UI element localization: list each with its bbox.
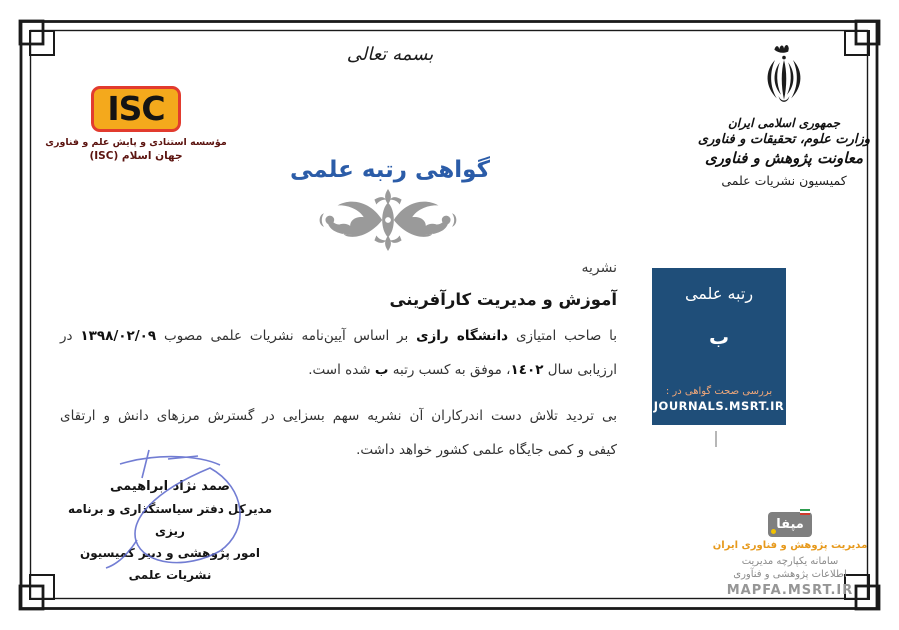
isc-logo-block — [38, 86, 234, 164]
signatory-role-1: مدیرکل دفتر سیاستگذاری و برنامه ریزی — [67, 502, 273, 538]
body-line-3: بی تردید تلاش دست اندرکاران آن نشریه سهم بسزایی در گسترش مرزهای دانش و ارتقای — [60, 408, 617, 424]
signature-block — [56, 476, 284, 586]
signatory-role-2: امور پژوهشی و دبیر کمیسیون — [79, 546, 261, 560]
verify-url: JOURNALS.MSRT.IR — [653, 399, 785, 413]
ministry-line-ministry: وزارت علوم، تحقیقات و فناوری — [697, 132, 871, 147]
ministry-line-commission: کمیسیون نشریات علمی — [721, 173, 847, 188]
iran-flag-icon — [800, 509, 810, 515]
body-line-1: با صاحب امتیازی دانشگاه رازی بر اساس آیین‌نامه نشریات علمی مصوب ۱۳۹۸/۰۲/۰۹ در — [60, 328, 617, 344]
fold-mark — [715, 431, 717, 447]
arabesque-ornament-icon — [310, 188, 466, 252]
rank-letter: ب — [708, 325, 730, 349]
journal-title: آموزش و مدیریت کارآفرینی — [389, 290, 617, 309]
mapfa-logo-text: مپفا — [776, 517, 804, 532]
mapfa-url: MAPFA.MSRT.IR — [726, 583, 854, 598]
rank-box-label: رتبه علمی — [684, 284, 754, 303]
journal-label: نشریه — [581, 260, 617, 276]
body-line-4: کیفی و کمی جایگاه علمی کشور خواهد داشت. — [356, 442, 617, 458]
mapfa-subtitle-1: سامانه یکپارچه مدیریت — [741, 556, 839, 567]
body-paragraph-2 — [60, 399, 617, 467]
mapfa-logo-block — [701, 512, 879, 598]
mapfa-dot-icon — [771, 529, 776, 534]
mapfa-subtitle-2: اطلاعات پژوهشی و فنآوری — [733, 569, 847, 580]
isc-logo-icon: ISC — [91, 86, 181, 132]
signatory-name: صمد نژاد ابراهیمی — [109, 479, 230, 494]
body-line-2: ارزیابی سال ۱٤۰۲، موفق به کسب رتبه ب شده است. — [308, 362, 617, 378]
iran-emblem-icon — [693, 38, 875, 114]
certificate-title: گواهی رتبه علمی — [290, 157, 490, 183]
bismillah-text: بسمه تعالی — [346, 44, 434, 65]
isc-org-name: مؤسسه استنادی و پایش علم و فناوری — [45, 137, 227, 148]
ministry-line-deputy: معاونت پژوهش و فناوری — [704, 149, 864, 167]
certificate-body — [60, 259, 617, 467]
mapfa-title: مدیریت پژوهش و فناوری ایران — [712, 540, 868, 551]
ministry-header-block — [693, 38, 875, 190]
body-paragraph-1 — [60, 319, 617, 387]
rank-box — [652, 268, 786, 425]
mapfa-logo-icon — [768, 512, 812, 537]
verify-hint: بررسی صحت گواهی در : — [665, 386, 773, 397]
ministry-line-country: جمهوری اسلامی ایران — [727, 116, 841, 130]
isc-org-subname: جهان اسلام (ISC) — [89, 150, 183, 162]
signatory-role-3: نشریات علمی — [128, 568, 212, 582]
